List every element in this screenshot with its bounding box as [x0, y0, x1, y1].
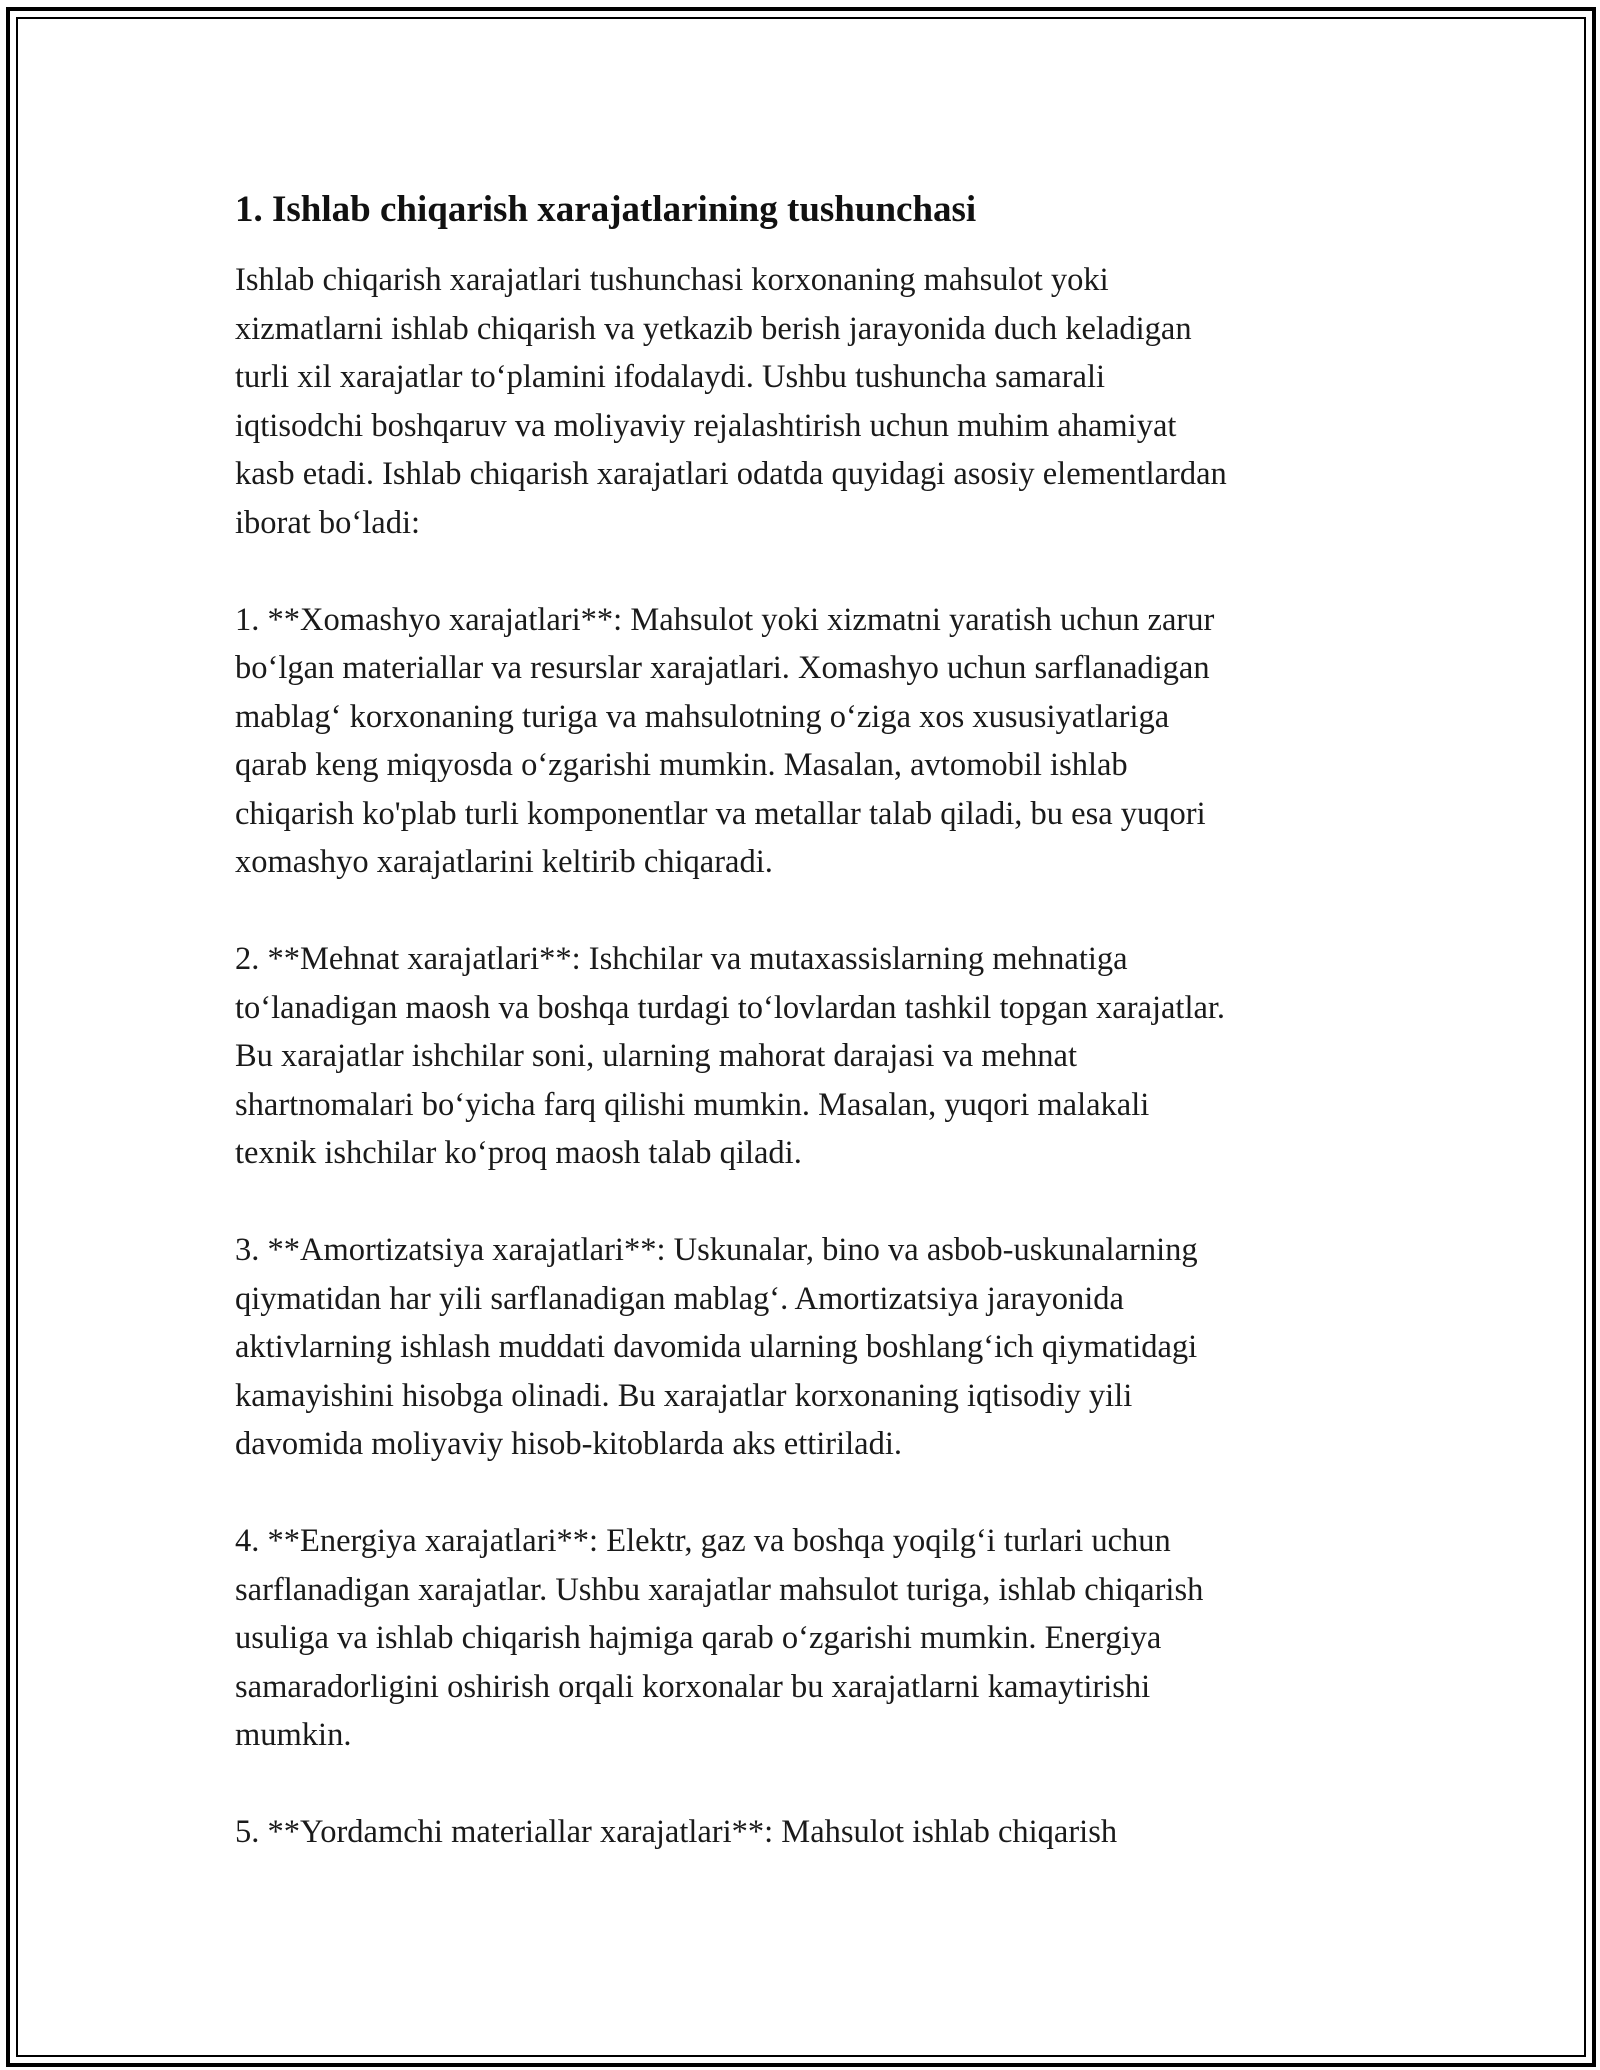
paragraph-line: davomida moliyaviy hisob-kitoblarda aks ettiriladi.	[235, 1426, 903, 1462]
document-body	[235, 186, 1375, 1905]
paragraph-line: kamayishini hisobga olinadi. Bu xarajatlar korxonaning iqtisodiy yili	[235, 1377, 1133, 1414]
paragraph-line: qarab keng miqyosda o‘zgarishi mumkin. Masalan, avtomobil ishlab	[235, 747, 1128, 783]
paragraph-line: mablag‘ korxonaning turiga va mahsulotning o‘ziga xos xususiyatlariga	[235, 698, 1170, 735]
paragraph-line: to‘lanadigan maosh va boshqa turdagi to‘lovlardan tashkil topgan xarajatlar.	[235, 989, 1226, 1026]
paragraph-line: turli xil xarajatlar to‘plamini ifodalaydi. Ushbu tushuncha samarali	[235, 359, 1106, 395]
list-item-auxiliary-materials	[235, 1808, 1375, 1857]
paragraph-line: Ishlab chiqarish xarajatlari tushunchasi korxonaning mahsulot yoki	[235, 262, 1109, 298]
paragraph-line: qiymatidan har yili sarflanadigan mablag‘. Amortizatsiya jarayonida	[235, 1280, 1124, 1317]
list-item-raw-materials	[235, 596, 1375, 887]
list-item-energy	[235, 1517, 1375, 1760]
paragraph-line: 4. **Energiya xarajatlari**: Elektr, gaz va boshqa yoqilg‘i turlari uchun	[235, 1523, 1171, 1559]
paragraph-line: aktivlarning ishlash muddati davomida ularning boshlang‘ich qiymatidagi	[235, 1329, 1198, 1365]
intro-paragraph	[235, 256, 1375, 547]
paragraph-line: 3. **Amortizatsiya xarajatlari**: Uskunalar, bino va asbob-uskunalarning	[235, 1232, 1198, 1268]
paragraph-line: 5. **Yordamchi materiallar xarajatlari**: Mahsulot ishlab chiqarish	[235, 1814, 1118, 1850]
paragraph-line: usuliga va ishlab chiqarish hajmiga qarab o‘zgarishi mumkin. Energiya	[235, 1620, 1162, 1656]
paragraph-line: Bu xarajatlar ishchilar soni, ularning mahorat darajasi va mehnat	[235, 1038, 1078, 1074]
paragraph-line: mumkin.	[235, 1717, 352, 1753]
paragraph-line: samaradorligini oshirish orqali korxonalar bu xarajatlarni kamaytirishi	[235, 1668, 1151, 1705]
paragraph-line: xomashyo xarajatlarini keltirib chiqaradi.	[235, 844, 773, 880]
paragraph-line: iborat bo‘ladi:	[235, 504, 421, 541]
section-heading: 1. Ishlab chiqarish xarajatlarining tushunchasi	[235, 189, 977, 230]
paragraph-line: iqtisodchi boshqaruv va moliyaviy rejalashtirish uchun muhim ahamiyat	[235, 407, 1177, 444]
paragraph-line: sarflanadigan xarajatlar. Ushbu xarajatlar mahsulot turiga, ishlab chiqarish	[235, 1571, 1204, 1608]
paragraph-line: 2. **Mehnat xarajatlari**: Ishchilar va mutaxassislarning mehnatiga	[235, 941, 1128, 977]
paragraph-line: 1. **Xomashyo xarajatlari**: Mahsulot yoki xizmatni yaratish uchun zarur	[235, 601, 1215, 638]
paragraph-line: xizmatlarni ishlab chiqarish va yetkazib berish jarayonida duch keladigan	[235, 310, 1192, 347]
paragraph-line: bo‘lgan materiallar va resurslar xarajatlari. Xomashyo uchun sarflanadigan	[235, 650, 1210, 686]
paragraph-line: kasb etadi. Ishlab chiqarish xarajatlari odatda quyidagi asosiy elementlardan	[235, 456, 1227, 492]
list-item-labor	[235, 935, 1375, 1178]
paragraph-line: texnik ishchilar ko‘proq maosh talab qiladi.	[235, 1135, 802, 1171]
paragraph-line: shartnomalari bo‘yicha farq qilishi mumkin. Masalan, yuqori malakali	[235, 1086, 1150, 1123]
paragraph-line: chiqarish ko'plab turli komponentlar va metallar talab qiladi, bu esa yuqori	[235, 795, 1206, 832]
list-item-depreciation	[235, 1226, 1375, 1469]
